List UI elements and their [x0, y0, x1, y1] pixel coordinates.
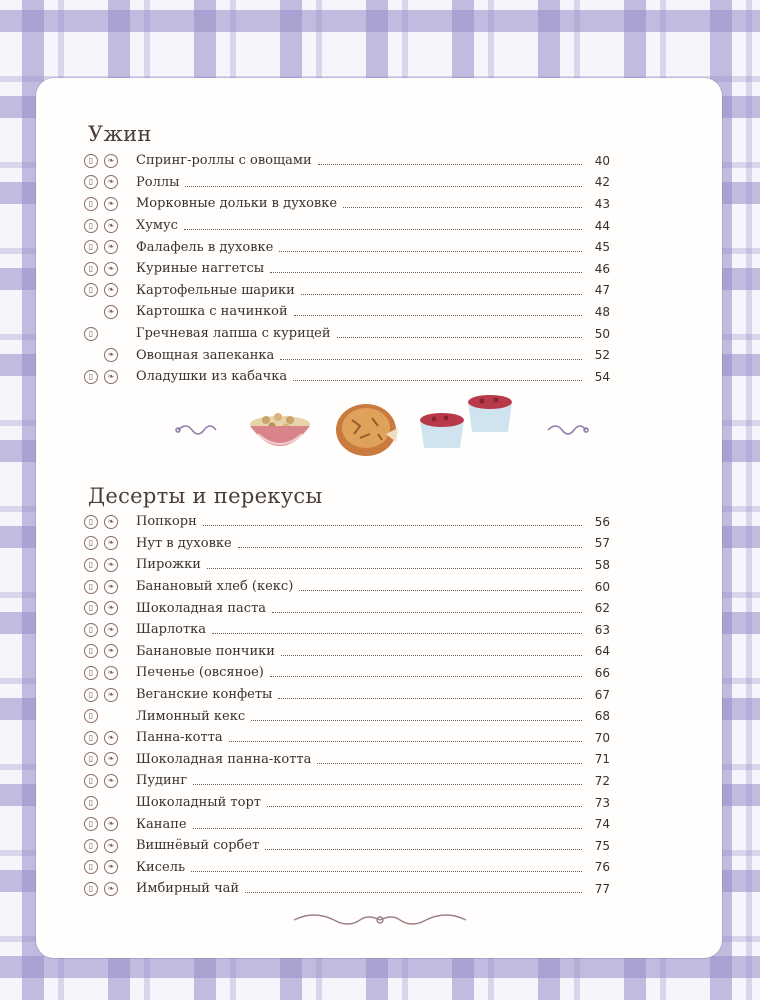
- swirl-right-ornament: [548, 426, 588, 434]
- page-number: 48: [594, 304, 610, 319]
- toc-entry[interactable]: [84, 792, 610, 814]
- leaf-icon: ❧: [104, 154, 118, 168]
- entry-title: Попкорн: [136, 514, 197, 530]
- toc-entry[interactable]: [84, 576, 610, 598]
- dot-leader: [245, 892, 582, 893]
- bottle-icon: ▯: [84, 774, 98, 788]
- dot-leader: [265, 849, 582, 850]
- toc-entry[interactable]: [84, 619, 610, 641]
- toc-entry[interactable]: [84, 511, 610, 533]
- toc-entry[interactable]: [84, 641, 610, 663]
- dot-leader: [270, 272, 582, 273]
- entry-title: Банановый хлеб (кекс): [136, 579, 294, 595]
- entry-title: Шоколадная панна-котта: [136, 751, 312, 767]
- bottle-icon: ▯: [84, 817, 98, 831]
- bottle-icon: ▯: [84, 731, 98, 745]
- entry-title: Пирожки: [136, 557, 201, 573]
- page-number: 44: [594, 218, 610, 233]
- diet-icons: [84, 558, 136, 572]
- bottle-icon: ▯: [84, 219, 98, 233]
- page-number: 66: [594, 665, 610, 680]
- diet-icons: [84, 175, 136, 189]
- page-number: 57: [594, 536, 610, 551]
- toc-entry[interactable]: [84, 705, 610, 727]
- diet-icons: [84, 305, 136, 319]
- bottle-icon: ▯: [84, 580, 98, 594]
- diet-icons: [84, 839, 136, 853]
- leaf-icon: ❧: [104, 644, 118, 658]
- diet-icons: [84, 752, 136, 766]
- page-number: 43: [594, 196, 610, 211]
- diet-icons: [84, 796, 136, 810]
- dot-leader: [270, 676, 582, 677]
- dot-leader: [280, 359, 582, 360]
- page-number: 77: [594, 881, 610, 896]
- entry-title: Шарлотка: [136, 622, 207, 638]
- page-number: 73: [594, 795, 610, 810]
- toc-dinner: [84, 150, 610, 388]
- diet-icons: [84, 860, 136, 874]
- leaf-icon: ❧: [104, 370, 118, 384]
- entry-title: Вишнёвый сорбет: [136, 838, 260, 854]
- leaf-icon: ❧: [104, 752, 118, 766]
- entry-title: Кисель: [136, 859, 186, 875]
- entry-title: Роллы: [136, 174, 180, 190]
- leaf-icon: ❧: [104, 731, 118, 745]
- page-number: 67: [594, 687, 610, 702]
- page-number: 76: [594, 860, 610, 875]
- bottle-icon: ▯: [84, 197, 98, 211]
- diet-icons: [84, 219, 136, 233]
- toc-entry[interactable]: [84, 215, 610, 237]
- dot-leader: [193, 784, 582, 785]
- bottle-icon: ▯: [84, 283, 98, 297]
- toc-entry[interactable]: [84, 533, 610, 555]
- entry-title: Веганские конфеты: [136, 687, 273, 703]
- dot-leader: [229, 741, 582, 742]
- entry-title: Пудинг: [136, 773, 188, 789]
- leaf-icon: ❧: [104, 197, 118, 211]
- dot-leader: [301, 294, 582, 295]
- dot-leader: [294, 315, 582, 316]
- page-number: 68: [594, 709, 610, 724]
- dot-leader: [207, 568, 582, 569]
- leaf-icon: ❧: [104, 240, 118, 254]
- toc-entry[interactable]: [84, 684, 610, 706]
- leaf-icon: ❧: [104, 219, 118, 233]
- flourish-ornament: [290, 908, 470, 932]
- page-number: 62: [594, 601, 610, 616]
- toc-entry[interactable]: [84, 662, 610, 684]
- bottle-icon: ▯: [84, 882, 98, 896]
- entry-title: Хумус: [136, 218, 178, 234]
- leaf-icon: ❧: [104, 175, 118, 189]
- entry-title: Оладушки из кабачка: [136, 369, 288, 385]
- dot-leader: [191, 871, 582, 872]
- bottle-icon: ▯: [84, 666, 98, 680]
- toc-entry[interactable]: [84, 727, 610, 749]
- bottle-icon: ▯: [84, 601, 98, 615]
- entry-title: Шоколадный торт: [136, 795, 261, 811]
- toc-entry[interactable]: [84, 280, 610, 302]
- page-number: 75: [594, 838, 610, 853]
- dot-leader: [318, 164, 582, 165]
- entry-title: Печенье (овсяное): [136, 665, 264, 681]
- section-title-dinner: Ужин: [88, 122, 152, 146]
- toc-entry[interactable]: [84, 193, 610, 215]
- toc-entry[interactable]: [84, 301, 610, 323]
- page-number: 60: [594, 579, 610, 594]
- entry-title: Куриные наггетсы: [136, 261, 265, 277]
- entry-title: Шоколадная паста: [136, 600, 267, 616]
- diet-icons: [84, 601, 136, 615]
- dot-leader: [337, 337, 582, 338]
- bottle-icon: ▯: [84, 688, 98, 702]
- entry-title: Имбирный чай: [136, 881, 240, 897]
- page-number: 74: [594, 817, 610, 832]
- leaf-icon: ❧: [104, 283, 118, 297]
- bottle-icon: ▯: [84, 796, 98, 810]
- bottle-icon: ▯: [84, 536, 98, 550]
- page-number: 47: [594, 283, 610, 298]
- toc-entry[interactable]: [84, 366, 610, 388]
- berry-ramekin-small-icon: [420, 413, 464, 448]
- page-number: 50: [594, 326, 610, 341]
- diet-icons: [84, 731, 136, 745]
- leaf-icon: ❧: [104, 817, 118, 831]
- leaf-icon: ❧: [104, 860, 118, 874]
- dot-leader: [238, 547, 582, 548]
- leaf-icon: ❧: [104, 580, 118, 594]
- entry-title: Панна-котта: [136, 730, 223, 746]
- dot-leader: [203, 525, 582, 526]
- toc-entry[interactable]: [84, 770, 610, 792]
- toc-entry[interactable]: [84, 878, 610, 900]
- dot-leader: [281, 655, 582, 656]
- leaf-icon: ❧: [104, 623, 118, 637]
- dot-leader: [293, 380, 582, 381]
- diet-icons: [84, 623, 136, 637]
- entry-title: Спринг-роллы с овощами: [136, 153, 312, 169]
- leaf-icon: ❧: [104, 305, 118, 319]
- toc-entry[interactable]: [84, 236, 610, 258]
- bottle-icon: ▯: [84, 860, 98, 874]
- diet-icons: [84, 536, 136, 550]
- entry-title: Морковные дольки в духовке: [136, 196, 338, 212]
- dot-leader: [185, 186, 582, 187]
- leaf-icon: ❧: [104, 262, 118, 276]
- toc-entry[interactable]: [84, 323, 610, 345]
- diet-icons: [84, 688, 136, 702]
- toc-entry[interactable]: [84, 554, 610, 576]
- entry-title: Лимонный кекс: [136, 708, 246, 724]
- entry-title: Картофельные шарики: [136, 282, 295, 298]
- page-number: 58: [594, 557, 610, 572]
- leaf-icon: ❧: [104, 558, 118, 572]
- entry-title: Гречневая лапша с курицей: [136, 326, 331, 342]
- diet-icons: [84, 262, 136, 276]
- leaf-icon: ❧: [104, 348, 118, 362]
- diet-icons: [84, 580, 136, 594]
- leaf-icon: ❧: [104, 688, 118, 702]
- diet-icons: [84, 644, 136, 658]
- page-number: 70: [594, 730, 610, 745]
- page-number: 52: [594, 348, 610, 363]
- page-number: 63: [594, 622, 610, 637]
- entry-title: Картошка с начинкой: [136, 304, 288, 320]
- bottle-icon: ▯: [84, 839, 98, 853]
- page-number: 40: [594, 153, 610, 168]
- bottle-icon: ▯: [84, 515, 98, 529]
- page-number: 45: [594, 240, 610, 255]
- bottle-icon: ▯: [84, 752, 98, 766]
- dot-leader: [212, 633, 582, 634]
- toc-entry[interactable]: [84, 150, 610, 172]
- toc-entry[interactable]: [84, 258, 610, 280]
- leaf-icon: ❧: [104, 515, 118, 529]
- bottle-icon: ▯: [84, 644, 98, 658]
- toc-entry[interactable]: [84, 749, 610, 771]
- diet-icons: [84, 515, 136, 529]
- toc-entry[interactable]: [84, 172, 610, 194]
- diet-icons: [84, 817, 136, 831]
- entry-title: Нут в духовке: [136, 535, 232, 551]
- leaf-icon: ❧: [104, 774, 118, 788]
- dot-leader: [299, 590, 582, 591]
- dot-leader: [317, 763, 582, 764]
- bottle-icon: ▯: [84, 709, 98, 723]
- bottle-icon: ▯: [84, 154, 98, 168]
- page-number: 64: [594, 644, 610, 659]
- diet-icons: [84, 774, 136, 788]
- page-number: 72: [594, 773, 610, 788]
- diet-icons: [84, 709, 136, 723]
- bottle-icon: ▯: [84, 558, 98, 572]
- dot-leader: [193, 828, 582, 829]
- page-number: 46: [594, 261, 610, 276]
- pie-icon: [336, 404, 398, 456]
- diet-icons: [84, 240, 136, 254]
- entry-title: Канапе: [136, 816, 187, 832]
- diet-icons: [84, 327, 136, 341]
- bottle-icon: ▯: [84, 370, 98, 384]
- cereal-bowl-icon: [250, 413, 310, 446]
- section-title-desserts: Десерты и перекусы: [88, 484, 323, 508]
- page-number: 71: [594, 752, 610, 767]
- diet-icons: [84, 882, 136, 896]
- dot-leader: [279, 251, 582, 252]
- dot-leader: [278, 698, 582, 699]
- leaf-icon: ❧: [104, 839, 118, 853]
- diet-icons: [84, 370, 136, 384]
- bottle-icon: ▯: [84, 327, 98, 341]
- toc-entry[interactable]: [84, 813, 610, 835]
- toc-entry[interactable]: [84, 857, 610, 879]
- toc-entry[interactable]: [84, 597, 610, 619]
- toc-desserts: [84, 511, 610, 900]
- berry-ramekin-large-icon: [468, 395, 512, 432]
- swirl-left-ornament: [176, 426, 216, 434]
- bottle-icon: ▯: [84, 623, 98, 637]
- dot-leader: [267, 806, 582, 807]
- leaf-icon: ❧: [104, 536, 118, 550]
- toc-entry[interactable]: [84, 835, 610, 857]
- food-illustration: [0, 390, 760, 470]
- page-number: 54: [594, 369, 610, 384]
- diet-icons: [84, 283, 136, 297]
- leaf-icon: ❧: [104, 882, 118, 896]
- bottle-icon: ▯: [84, 240, 98, 254]
- leaf-icon: ❧: [104, 601, 118, 615]
- entry-title: Овощная запеканка: [136, 347, 275, 363]
- page-number: 56: [594, 514, 610, 529]
- dot-leader: [272, 612, 582, 613]
- diet-icons: [84, 666, 136, 680]
- bottle-icon: ▯: [84, 175, 98, 189]
- page-number: 42: [594, 175, 610, 190]
- entry-title: Фалафель в духовке: [136, 239, 274, 255]
- toc-entry[interactable]: [84, 344, 610, 366]
- dot-leader: [343, 207, 582, 208]
- entry-title: Банановые пончики: [136, 643, 275, 659]
- bottle-icon: ▯: [84, 262, 98, 276]
- diet-icons: [84, 197, 136, 211]
- diet-icons: [84, 348, 136, 362]
- diet-icons: [84, 154, 136, 168]
- dot-leader: [251, 720, 582, 721]
- leaf-icon: ❧: [104, 666, 118, 680]
- dot-leader: [184, 229, 582, 230]
